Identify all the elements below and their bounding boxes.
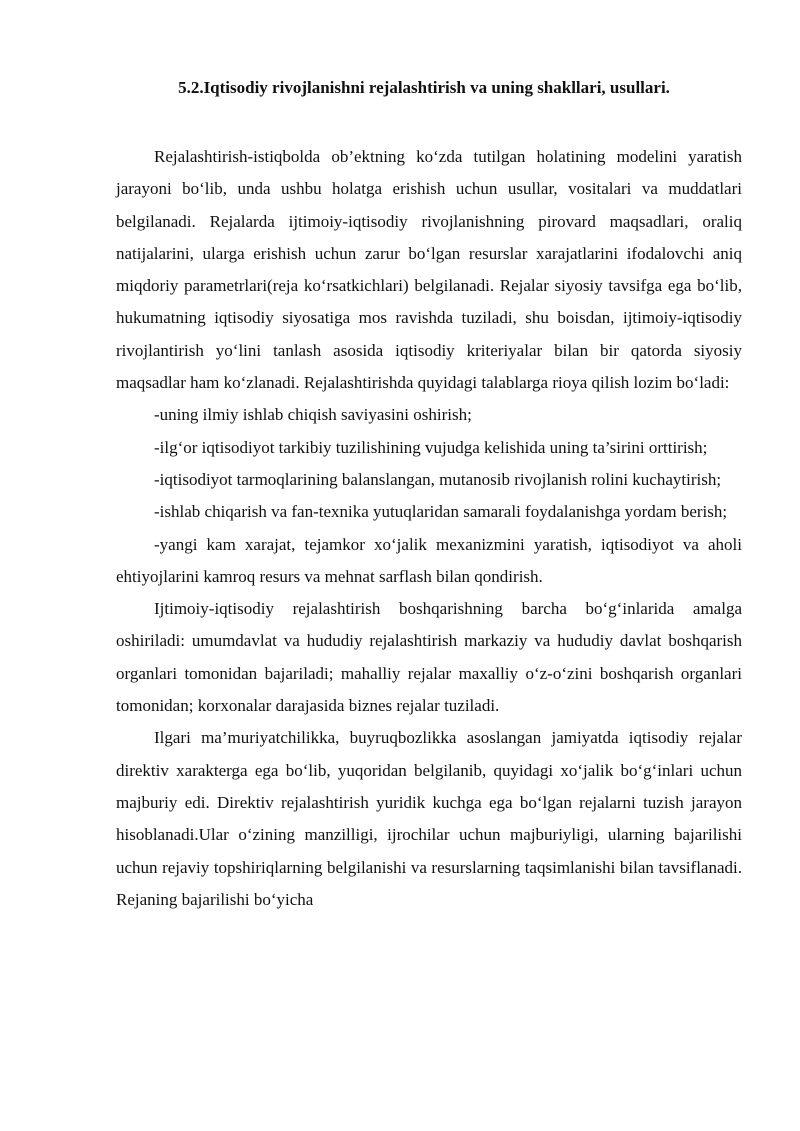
list-item: -iqtisodiyot tarmoqlarining balanslangan, mutanosib rivojlanish rolini kuchaytirish; (154, 469, 722, 489)
list-item: -ilg‘or iqtisodiyot tarkibiy tuzilishining vujudga kelishida uning ta’sirini orttirish; (154, 437, 708, 457)
paragraph: Ijtimoiy-iqtisodiy rejalashtirish boshqarishning barcha bo‘g‘inlarida amalga oshiriladi: umumdavlat va hududiy rejalashtirish markaziy va hududiy davlat boshqarish organlari tomonidan bajariladi; mahalliy rejalar maxalliy o‘z-o‘zini boshqarish organlari tomonidan; korxonalar darajasida biznes rejalar tuziladi. (116, 599, 742, 716)
body-text (116, 141, 742, 916)
paragraph: Ilgari ma’muriyatchilikka, buyruqbozlikka asoslangan jamiyatda iqtisodiy rejalar direktiv xarakterga ega bo‘lib, yuqoridan belgilanib, quyidagi xo‘jalik bo‘g‘inlari uchun majburiy edi. Direktiv rejalashtirish yuridik kuchga ega bo‘lgan rejalarni tuzish jarayon hisoblanadi.Ular o‘zining manzilligi, ijrochilar uchun majburiyligi, ularning bajarilishi uchun rejaviy topshiriqlarning belgilanishi va resurslarning taqsimlanishi bilan tavsiflanadi. Rejaning bajarilishi bo‘yicha (116, 728, 742, 909)
list-item: -uning ilmiy ishlab chiqish saviyasini oshirish; (154, 405, 472, 425)
paragraph: Rejalashtirish-istiqbolda ob’ektning ko‘zda tutilgan holatining modelini yaratish jarayoni bo‘lib, unda ushbu holatga erishish uchun usullar, vositalari va muddatlari belgilanadi. Rejalarda ijtimoiy-iqtisodiy rivojlanishning pirovard maqsadlari, oraliq natijalarini, ularga erishish uchun zarur bo‘lgan resurslar xarajatlarini ifodalovchi aniq miqdoriy parametrlari(reja ko‘rsatkichlari) belgilanadi. Rejalar siyosiy tavsifga ega bo‘lib, hukumatning iqtisodiy siyosatiga mos ravishda tuziladi, shu boisdan, ijtimoiy-iqtisodiy rivojlantirish yo‘lini tanlash asosida iqtisodiy kriteriyalar bilan bir qatorda siyosiy maqsadlar ham ko‘zlanadi. Rejalashtirishda quyidagi talablarga rioya qilish lozim bo‘ladi: (116, 147, 742, 393)
list-item: -yangi kam xarajat, tejamkor xo‘jalik mexanizmini yaratish, iqtisodiyot va aholi ehtiyojlarini kamroq resurs va mehnat sarflash bilan qondirish. (116, 534, 742, 586)
section-heading: 5.2.Iqtisodiy rivojlanishni rejalashtirish va uning shakllari, usullari. (178, 78, 670, 97)
list-item: -ishlab chiqarish va fan-texnika yutuqlaridan samarali foydalanishga yordam berish; (154, 502, 728, 522)
